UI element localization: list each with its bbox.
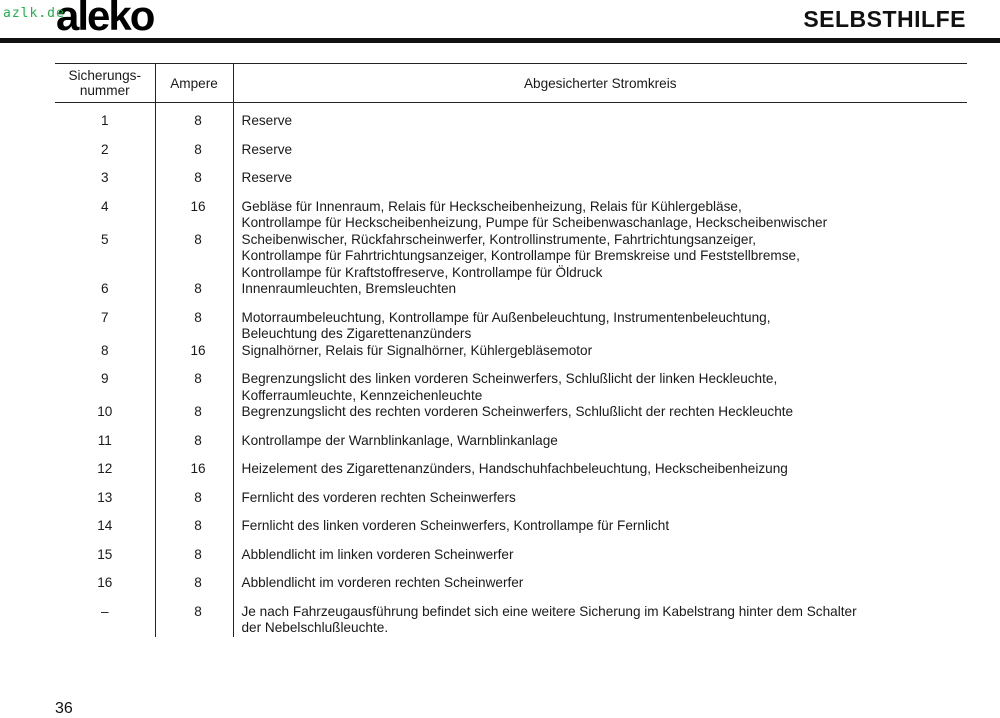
fuse-table	[55, 63, 967, 637]
table-row	[55, 461, 967, 490]
fuse-ampere: 8	[155, 604, 233, 637]
fuse-ampere: 8	[155, 404, 233, 433]
table-row	[55, 310, 967, 343]
fuse-number: 5	[55, 232, 155, 282]
fuse-number: 16	[55, 575, 155, 604]
fuse-number: 11	[55, 433, 155, 462]
fuse-ampere: 16	[155, 461, 233, 490]
fuse-circuit: Fernlicht des linken vorderen Scheinwerfers, Kontrollampe für Fernlicht	[241, 518, 670, 533]
fuse-number: 13	[55, 490, 155, 519]
table-row	[55, 281, 967, 310]
fuse-number: 2	[55, 142, 155, 171]
table-row	[55, 518, 967, 547]
fuse-number: 8	[55, 343, 155, 372]
fuse-circuit: Scheibenwischer, Rückfahrscheinwerfer, Kontrollinstrumente, Fahrtrichtungsanzeiger, Kontrollampe für Fahrtrichtungsanzeiger, Kontrollampe für Bremskreise und Feststellbremse, Kontrollampe für Kraftstoffreserve, Kontrollampe für Öldruck	[241, 231, 800, 280]
table-row	[55, 142, 967, 171]
fuse-circuit: Innenraumleuchten, Bremsleuchten	[241, 281, 457, 296]
fuse-ampere: 8	[155, 490, 233, 519]
fuse-circuit: Abblendlicht im linken vorderen Scheinwerfer	[241, 546, 514, 562]
fuse-circuit: Fernlicht des vorderen rechten Scheinwerfers	[241, 489, 516, 505]
fuse-ampere: 8	[155, 547, 233, 576]
page-number: 36	[55, 700, 73, 717]
fuse-ampere: 8	[155, 575, 233, 604]
fuse-ampere: 8	[155, 310, 233, 343]
fuse-number: 15	[55, 547, 155, 576]
table-row	[55, 490, 967, 519]
fuse-ampere: 16	[155, 199, 233, 232]
section-title: SELBSTHILFE	[803, 6, 966, 32]
fuse-ampere: 8	[155, 433, 233, 462]
column-header-number: Sicherungs- nummer	[55, 64, 155, 103]
fuse-number: 3	[55, 170, 155, 199]
table-row	[55, 371, 967, 404]
table-row	[55, 604, 967, 637]
fuse-number: 7	[55, 310, 155, 343]
fuse-circuit: Gebläse für Innenraum, Relais für Heckscheibenheizung, Relais für Kühlergebläse, Kontrollampe für Heckscheibenheizung, Pumpe für Scheibenwaschanlage, Heckscheibenwischer	[241, 198, 828, 230]
fuse-ampere: 8	[155, 232, 233, 282]
fuse-ampere: 8	[155, 142, 233, 171]
table-row	[55, 343, 967, 372]
fuse-circuit: Reserve	[241, 113, 293, 128]
fuse-ampere: 16	[155, 343, 233, 372]
table-row	[55, 170, 967, 199]
fuse-number: 4	[55, 199, 155, 232]
column-header-ampere: Ampere	[155, 64, 233, 103]
fuse-ampere: 8	[155, 281, 233, 310]
table-row	[55, 404, 967, 433]
fuse-circuit: Motorraumbeleuchtung, Kontrollampe für Außenbeleuchtung, Instrumentenbeleuchtung, Beleuchtung des Zigarettenanzünders	[241, 309, 771, 341]
fuse-number: 12	[55, 461, 155, 490]
table-row	[55, 232, 967, 282]
table-row	[55, 433, 967, 462]
fuse-ampere: 8	[155, 518, 233, 547]
watermark-text: azlk.de	[3, 6, 65, 21]
fuse-ampere: 8	[155, 103, 233, 142]
fuse-circuit: Reserve	[241, 141, 293, 157]
fuse-number: 1	[55, 103, 155, 142]
fuse-number: 10	[55, 404, 155, 433]
fuse-number: 9	[55, 371, 155, 404]
fuse-circuit: Kontrollampe der Warnblinkanlage, Warnblinkanlage	[241, 432, 558, 448]
fuse-ampere: 8	[155, 170, 233, 199]
brand-logo: aleko	[56, 0, 154, 39]
fuse-number: 14	[55, 518, 155, 547]
table-row	[55, 103, 967, 142]
table-row	[55, 575, 967, 604]
fuse-circuit: Je nach Fahrzeugausführung befindet sich eine weitere Sicherung im Kabelstrang hinter dem Schalter der Nebelschlußleuchte.	[241, 603, 857, 635]
fuse-circuit: Begrenzungslicht des linken vorderen Scheinwerfers, Schlußlicht der linken Heckleuchte, Kofferraumleuchte, Kennzeichenleuchte	[241, 371, 778, 403]
fuse-number: 6	[55, 281, 155, 310]
fuse-circuit: Signalhörner, Relais für Signalhörner, Kühlergebläsemotor	[241, 342, 593, 358]
fuse-circuit: Reserve	[241, 170, 293, 185]
column-header-circuit: Abgesicherter Stromkreis	[233, 64, 967, 103]
fuse-ampere: 8	[155, 371, 233, 404]
fuse-number: –	[55, 604, 155, 637]
fuse-circuit: Begrenzungslicht des rechten vorderen Scheinwerfers, Schlußlicht der rechten Heckleuchte	[241, 404, 794, 419]
table-row	[55, 547, 967, 576]
page-header	[0, 0, 1000, 46]
fuse-circuit: Heizelement des Zigarettenanzünders, Handschuhfachbeleuchtung, Heckscheibenheizung	[241, 461, 788, 476]
fuse-circuit: Abblendlicht im vorderen rechten Scheinwerfer	[241, 575, 524, 590]
table-header-row	[55, 64, 967, 103]
table-row	[55, 199, 967, 232]
